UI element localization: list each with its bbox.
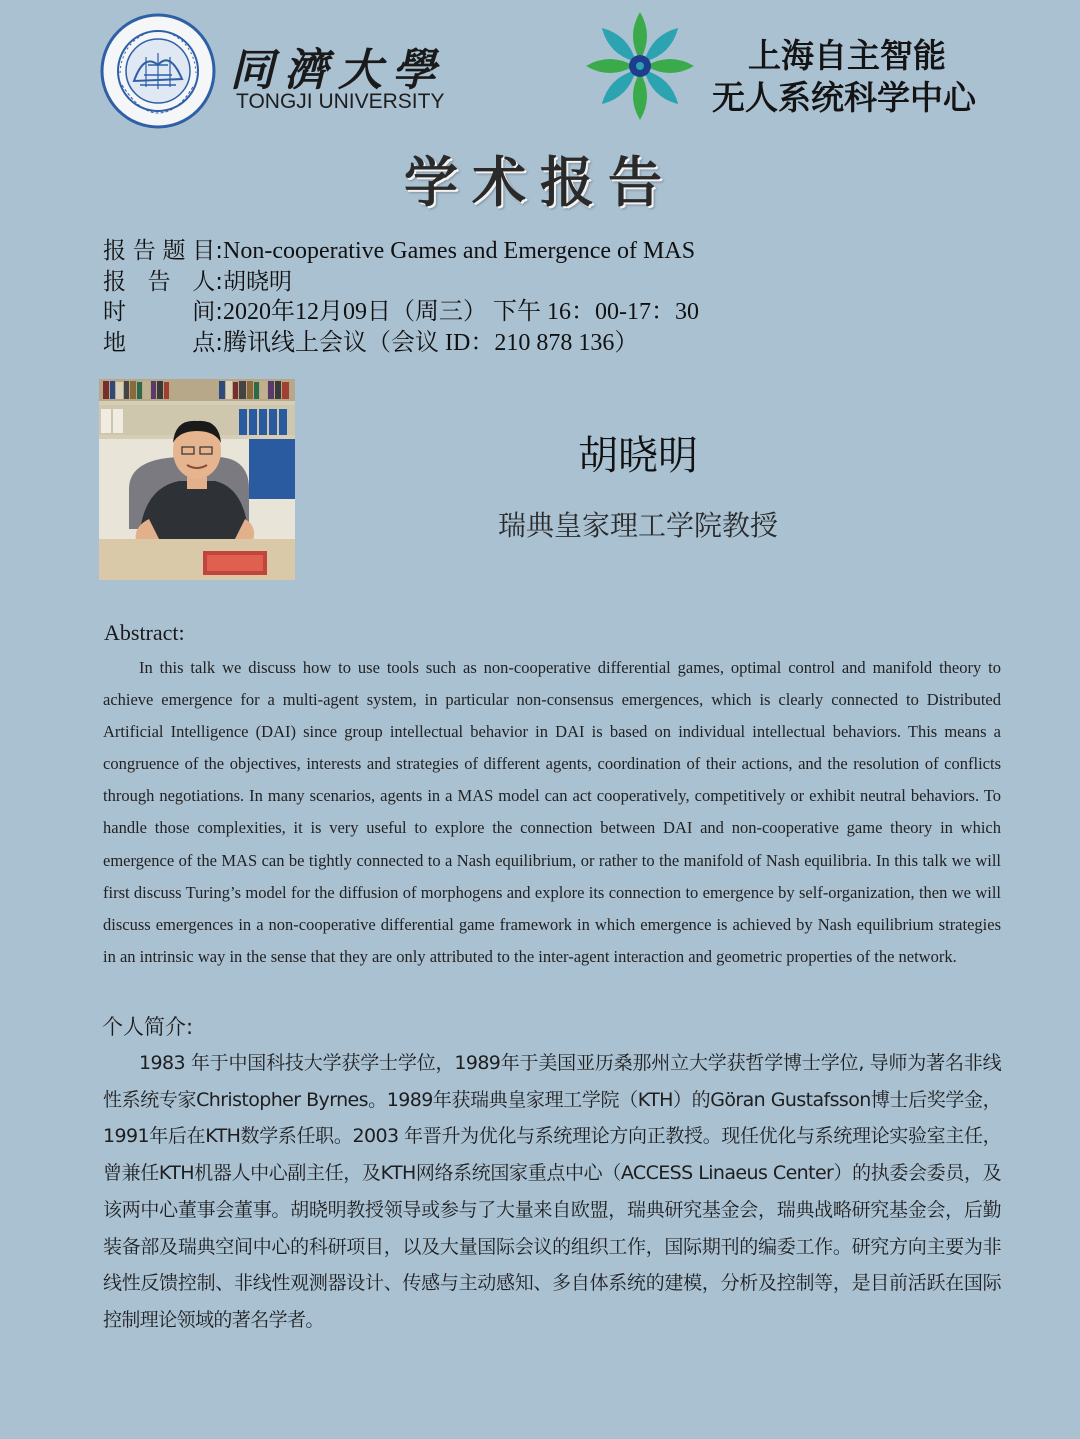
info-row-location	[103, 328, 699, 359]
abstract-heading: Abstract:	[104, 620, 185, 645]
info-row-topic	[103, 236, 699, 267]
tongji-name-chinese: 同濟大學	[230, 45, 446, 96]
speaker-name: 胡晓明	[578, 433, 698, 479]
center-name-line2: 无人系统科学中心	[712, 78, 976, 117]
info-label: 地 点:	[103, 329, 223, 356]
info-label: 报 告 题 目:	[103, 238, 223, 264]
speaker-affiliation: 瑞典皇家理工学院教授	[497, 509, 778, 542]
abstract-text: In this talk we discuss how to use tools such as non-cooperative differential games, optimal control and manifold theory to achieve emergence for a multi-agent system, in particular non-consensus emergences, which is clearly connected to Distributed Artificial Intelligence (DAI) since group intellectual behavior in DAI is based on individual intellectual behaviors. This means a congruence of the objectives, interests and strategies of different agents, coordination of their actions, and the resolution of conflicts through negotiations. In many scenarios, agents in a MAS model can act cooperatively, competitively or exhibit neutral behaviors. To handle those complexities, it is very useful to explore the connection between DAI and non-cooperative game theory in which emergence of the MAS can be tightly connected to a Nash equilibrium, or rather to the manifold of Nash equilibria. In this talk we will first discuss Turing’s model for the diffusion of morphogens and explore its connection to emergence by self-organization, then we will discuss emergences in a non-cooperative differential game framework in which emergence is achieved by Nash equilibrium strategies in an intrinsic way in the sense that they are only attributed to the inter-agent interaction and geometric properties of the network.	[103, 658, 1001, 966]
info-value: 腾讯线上会议（会议 ID：210 878 136）	[223, 329, 639, 356]
info-value: 胡晓明	[223, 268, 292, 295]
page-title: 学术报告	[404, 150, 676, 214]
speaker-photo	[99, 379, 295, 580]
info-value: 2020年12月09日（周三） 下午 16：00-17：30	[223, 299, 699, 325]
talk-info	[103, 236, 699, 358]
tongji-university-seal	[100, 13, 216, 129]
info-row-speaker	[103, 267, 699, 298]
info-row-time	[103, 297, 699, 328]
info-value: Non-cooperative Games and Emergence of MAS	[223, 238, 696, 264]
info-label: 报 告 人:	[103, 268, 223, 295]
tongji-name-english: TONGJI UNIVERSITY	[236, 90, 445, 113]
bio-text: 1983 年于中国科技大学获学士学位，1989年于美国亚历桑那州立大学获哲学博士学位, 导师为著名非线性系统专家Christopher Byrnes。1989年获瑞典皇家理工学院（KTH）的Göran Gustafsson博士后奖学金，1991年后在KTH数学系任职。2003 年晋升为优化与系统理论方向正教授。现任优化与系统理论实验室主任，曾兼任KTH机器人中心副主任，及KTH网络系统国家重点中心（ACCESS Linaeus Center）的执委会委员，及该两中心董事会董事。胡晓明教授领导或参与了大量来自欧盟，瑞典研究基金会，瑞典战略研究基金会，后勤装备部及瑞典空间中心的科研项目，以及大量国际会议的组织工作，国际期刊的编委工作。研究方向主要为非线性反馈控制、非线性观测器设计、传感与主动感知、多自体系统的建模，分析及控制等，是目前活跃在国际控制理论领域的著名学者。	[103, 1052, 1001, 1331]
center-logo-icon	[584, 10, 696, 122]
info-label: 时 间:	[103, 299, 223, 325]
bio-heading: 个人简介:	[102, 1015, 194, 1039]
center-name-line1: 上海自主智能	[748, 36, 946, 75]
